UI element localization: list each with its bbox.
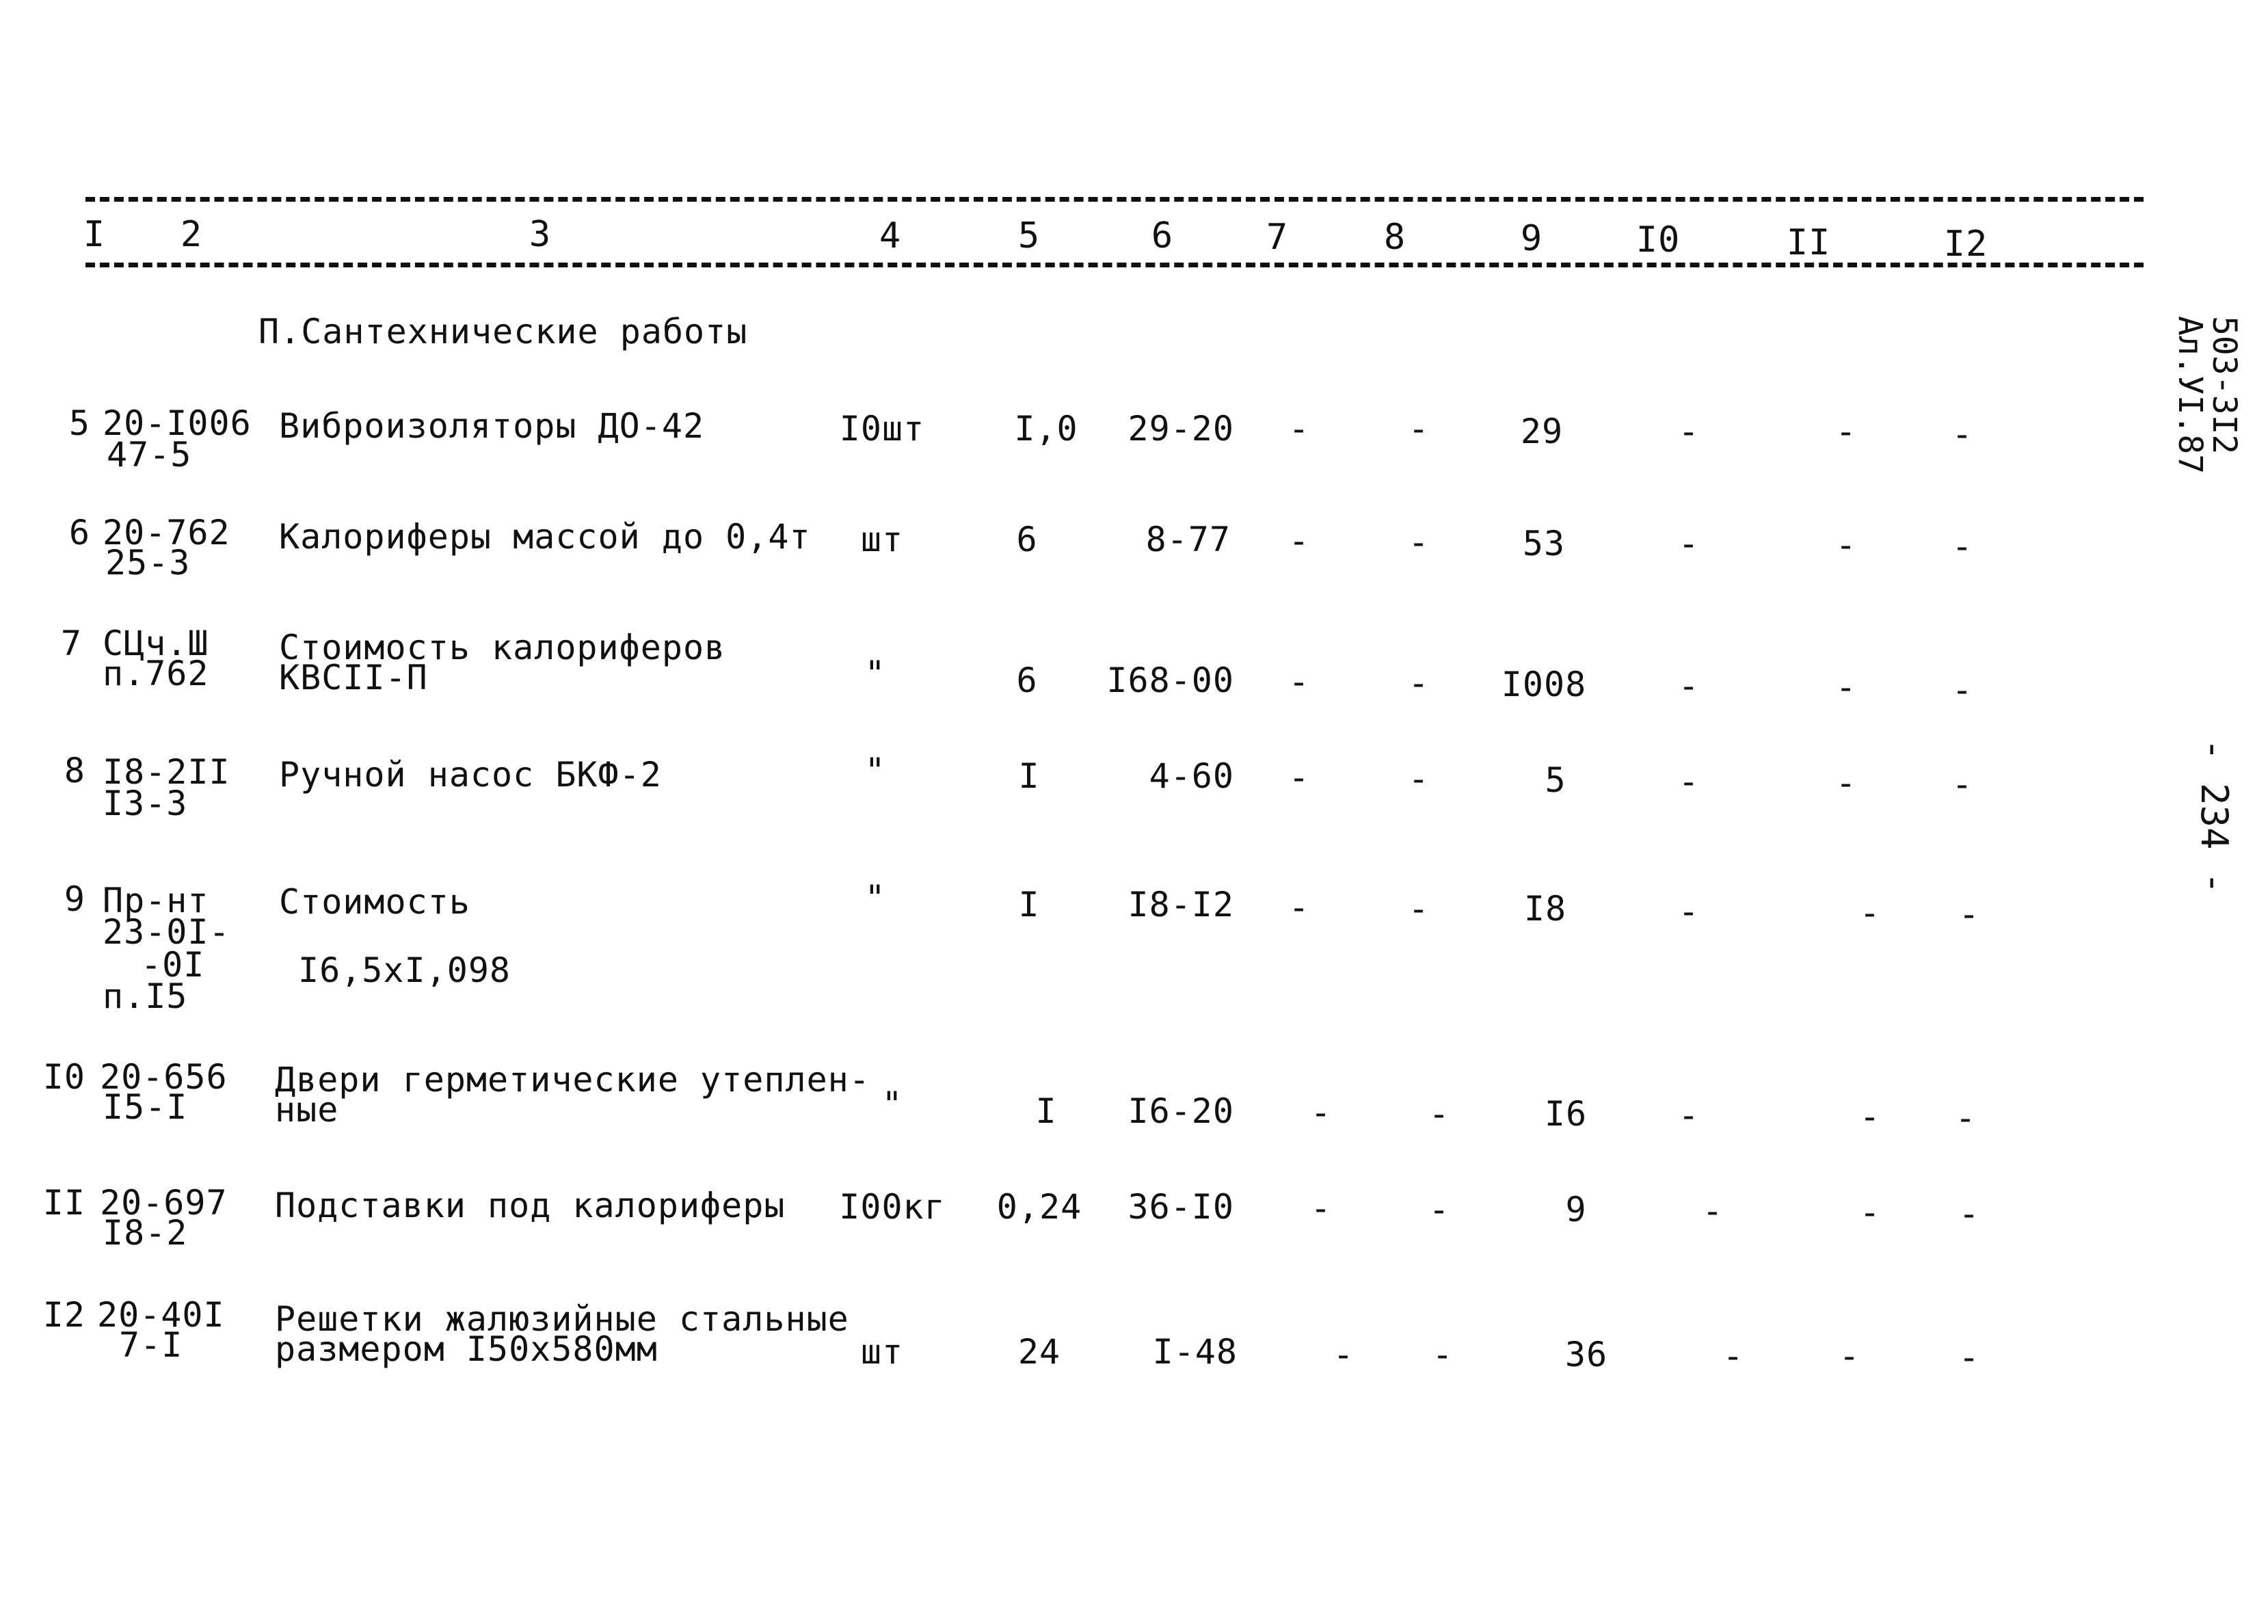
section-title: П.Сантехнические работы: [258, 312, 748, 351]
row-col11: -: [1859, 1193, 1881, 1232]
row-price: 4-60: [1149, 756, 1234, 796]
row-code-line: 20-656: [100, 1057, 228, 1097]
row-name-line: Решетки жалюзийные стальные: [275, 1299, 849, 1339]
row-name-line: Стоимость: [279, 882, 470, 922]
row-name-line: Подставки под калориферы: [275, 1186, 786, 1225]
row-unit: ": [864, 654, 886, 693]
row-col11: -: [1835, 525, 1857, 565]
row-col9: I008: [1501, 665, 1587, 704]
row-number: 5: [68, 403, 90, 443]
row-unit: ": [881, 1084, 903, 1124]
row-qty: 24: [1017, 1332, 1061, 1372]
header-bottom-rule: [85, 263, 2144, 267]
row-col8: -: [1408, 663, 1430, 703]
header-col-1: I: [83, 214, 106, 255]
row-code-line: 20-40I: [97, 1295, 225, 1335]
row-col12: -: [1955, 1098, 1977, 1138]
row-unit: ": [864, 751, 886, 790]
row-col7: -: [1288, 758, 1310, 797]
row-code-line: СЦч.Ш: [103, 624, 209, 663]
row-col11: -: [1859, 1097, 1881, 1136]
row-col12: -: [1958, 894, 1980, 934]
row-price: I68-00: [1106, 661, 1234, 700]
row-col7: -: [1310, 1093, 1332, 1132]
row-unit: шт: [860, 1332, 904, 1372]
row-qty: I,0: [1014, 409, 1078, 449]
row-number: II: [42, 1183, 85, 1223]
header-col-9: 9: [1520, 218, 1543, 259]
margin-page-number-text: - 234 -: [2193, 738, 2236, 894]
row-col8: -: [1408, 409, 1430, 449]
row-qty: I: [1018, 756, 1040, 796]
row-name-line: размером I50х580мм: [275, 1329, 658, 1369]
row-col12: -: [1951, 414, 1973, 454]
header-col-3: 3: [529, 214, 552, 255]
row-col8: -: [1408, 522, 1430, 562]
row-col7: -: [1288, 409, 1310, 449]
row-price: I8-I2: [1128, 885, 1234, 924]
row-col10: -: [1678, 524, 1700, 563]
row-name-line: Виброизоляторы ДО-42: [279, 406, 705, 446]
row-number: 6: [68, 513, 90, 553]
row-code-line: Пр-нт: [103, 881, 209, 920]
row-code-line: I8-2: [103, 1213, 188, 1253]
row-name-line: Стоимость калориферов: [279, 628, 726, 667]
header-col-5: 5: [1017, 215, 1041, 256]
header-col-4: 4: [879, 215, 902, 256]
row-col9: 5: [1545, 760, 1566, 800]
margin-page-number: [2193, 738, 2236, 894]
row-code-line: 20-I006: [103, 403, 252, 443]
row-col11: -: [1859, 893, 1881, 933]
row-col9: I6: [1544, 1094, 1588, 1134]
row-number: 8: [64, 751, 85, 790]
row-col11: -: [1835, 763, 1857, 803]
row-number: I0: [42, 1057, 85, 1097]
row-code-line: п.I5: [103, 976, 188, 1016]
margin-doc-code-text: 503-3I2: [2205, 316, 2243, 455]
row-col10: -: [1702, 1191, 1724, 1231]
row-col11: -: [1835, 412, 1857, 451]
row-code-line: 7-I: [119, 1325, 183, 1365]
row-col11: -: [1839, 1336, 1860, 1376]
row-col10: -: [1678, 892, 1700, 931]
row-col10: -: [1678, 1095, 1700, 1135]
row-number: 7: [60, 624, 82, 663]
row-code-line: 23-0I-: [103, 912, 230, 952]
row-col11: -: [1835, 667, 1857, 707]
row-code-line: I5-I: [103, 1087, 188, 1127]
row-col9: 53: [1522, 524, 1566, 563]
row-col10: -: [1722, 1336, 1744, 1376]
row-col8: -: [1432, 1335, 1454, 1374]
row-unit: ": [864, 878, 886, 918]
row-unit: шт: [860, 520, 904, 559]
row-code-line: I3-3: [103, 784, 188, 823]
margin-album-text: Ал.УI.87: [2171, 316, 2209, 475]
row-qty: 6: [1016, 520, 1038, 559]
row-code-line: 20-762: [103, 513, 230, 553]
row-price: I6-20: [1128, 1091, 1234, 1131]
row-col7: -: [1333, 1335, 1355, 1374]
row-col7: -: [1288, 888, 1310, 927]
row-name-line: ные: [275, 1090, 339, 1130]
row-col9: 36: [1564, 1335, 1608, 1374]
row-col9: 9: [1565, 1190, 1587, 1229]
row-number: I2: [42, 1295, 85, 1335]
row-qty: I: [1035, 1091, 1057, 1131]
row-number: 9: [64, 879, 85, 919]
row-col12: -: [1958, 1337, 1980, 1377]
row-qty: 6: [1016, 661, 1038, 700]
row-col10: -: [1678, 762, 1700, 801]
row-price: I-48: [1152, 1332, 1238, 1372]
row-col10: -: [1678, 666, 1700, 706]
header-col-8: 8: [1383, 217, 1406, 258]
header-col-7: 7: [1266, 217, 1289, 258]
row-col7: -: [1288, 662, 1310, 702]
row-col8: -: [1408, 889, 1430, 929]
row-price: 36-I0: [1128, 1187, 1234, 1227]
row-code-line: п.762: [103, 654, 209, 693]
header-col-2: 2: [180, 214, 203, 255]
row-col10: -: [1678, 412, 1700, 451]
header-top-rule: [85, 197, 2144, 202]
row-qty: I: [1018, 885, 1040, 924]
row-name-line: Двери герметические утеплен-: [275, 1060, 870, 1100]
row-col12: -: [1958, 1194, 1980, 1234]
row-name-line: Ручной насос БКФ-2: [279, 755, 662, 795]
header-col-12: I2: [1943, 224, 1988, 265]
row-name-line: I6,5хI,098: [298, 950, 511, 990]
row-price: 29-20: [1128, 409, 1234, 449]
row-qty: 0,24: [996, 1187, 1082, 1227]
row-code-line: 25-3: [105, 543, 191, 583]
row-col7: -: [1288, 521, 1310, 561]
row-col12: -: [1951, 670, 1973, 710]
row-col9: 29: [1520, 412, 1564, 451]
row-price: 8-77: [1145, 520, 1231, 559]
row-code-line: 47-5: [107, 435, 192, 475]
margin-doc-code: [2205, 316, 2243, 455]
row-name-line: Калориферы массой до 0,4т: [279, 517, 811, 557]
header-col-11: II: [1786, 222, 1831, 263]
header-col-6: 6: [1151, 215, 1174, 256]
row-col12: -: [1951, 764, 1973, 804]
margin-album: [2171, 316, 2209, 475]
row-col8: -: [1428, 1190, 1450, 1229]
row-unit: I00кг: [839, 1187, 946, 1227]
row-col8: -: [1408, 759, 1430, 799]
row-code-line: I8-2II: [103, 752, 230, 792]
row-code-line: 20-697: [100, 1183, 228, 1223]
row-col12: -: [1951, 527, 1973, 566]
row-name-line: КВСII-П: [279, 658, 428, 697]
row-col8: -: [1428, 1094, 1450, 1134]
header-col-10: I0: [1636, 219, 1681, 261]
row-code-line: -0I: [141, 945, 205, 985]
row-col7: -: [1310, 1188, 1332, 1228]
row-col9: I8: [1523, 889, 1567, 929]
row-unit: I0шт: [839, 409, 925, 449]
